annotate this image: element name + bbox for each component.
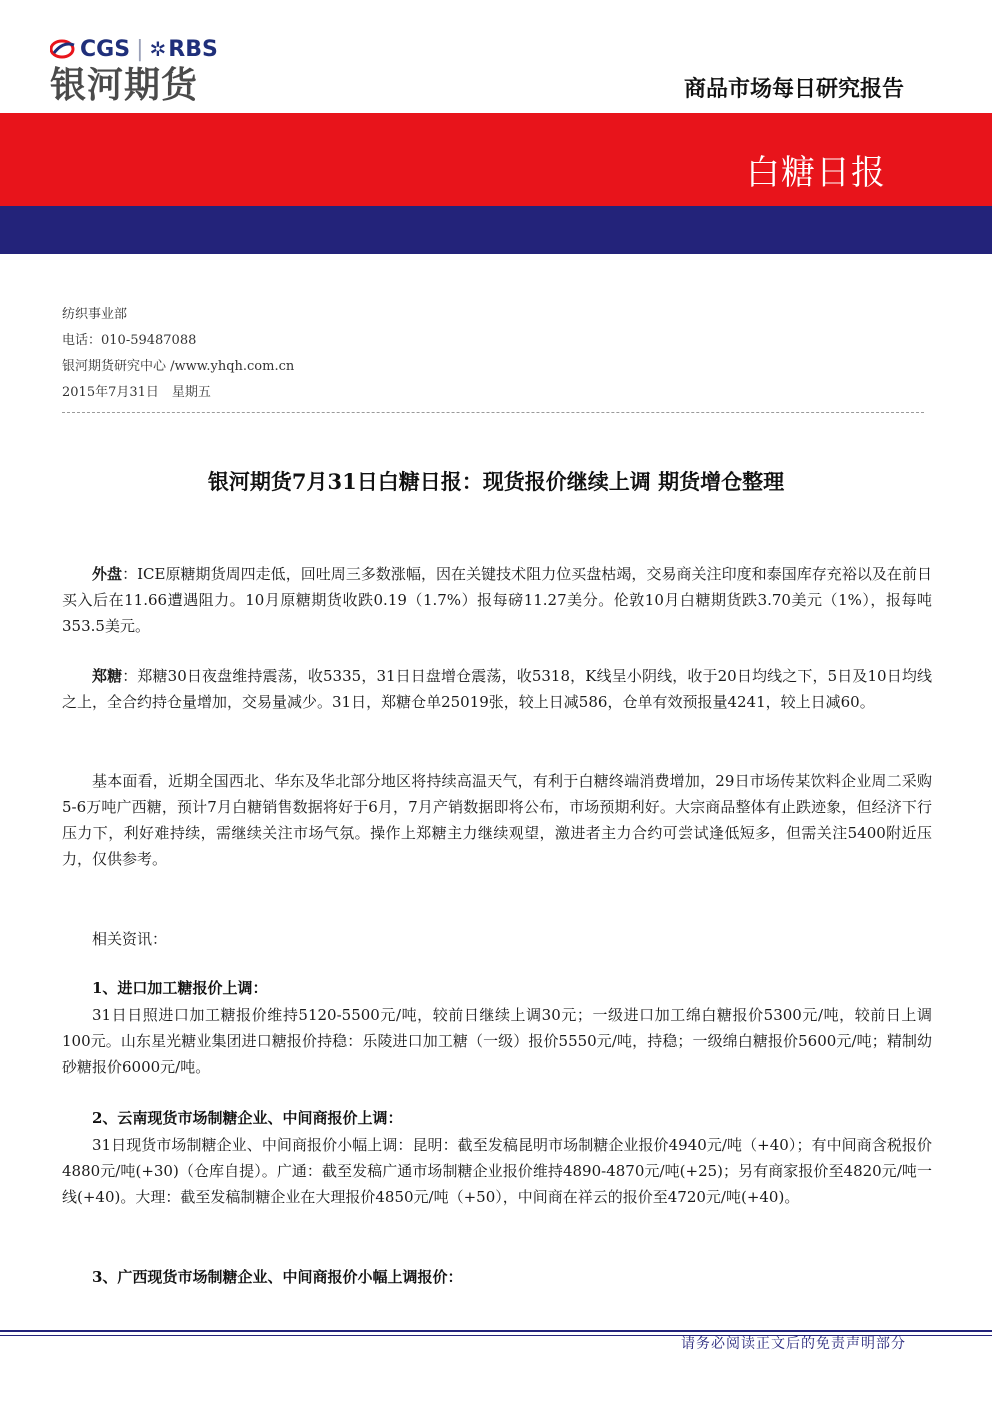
- section-heading-1: 1、进口加工糖报价上调：: [92, 979, 268, 997]
- text-overseas: ：ICE原糖期货周四走低，回吐周三多数涨幅，因在关键技术阻力位买盘枯竭，交易商关注印度和泰国库存充裕以及在前日买入后在11.66遭遇阻力。10月原糖期货收跌0.19（1.7%）报每磅11.27美分。伦敦10月白糖期货跌3.70美元（1%），报每吨353.5美元。: [62, 565, 932, 635]
- meta-website[interactable]: 银河期货研究中心 /www.yhqh.com.cn: [62, 359, 295, 374]
- logo-chinese: 银河期货: [50, 65, 199, 106]
- company-logo: [50, 34, 250, 114]
- section-heading-3: 3、广西现货市场制糖企业、中间商报价小幅上调报价：: [92, 1268, 463, 1286]
- related-news-label-wrap: [62, 926, 932, 952]
- footer-disclaimer: 请务必阅读正文后的免责声明部分: [681, 1336, 906, 1352]
- label-zhengzhou: 郑糖: [92, 667, 123, 685]
- banner-title: 白糖日报: [746, 153, 886, 193]
- meta-date: 2015年7月31日 星期五: [62, 385, 211, 400]
- dashed-divider: [62, 412, 924, 413]
- section-heading-2: 2、云南现货市场制糖企业、中间商报价上调：: [92, 1109, 403, 1127]
- related-news-label: 相关资讯：: [92, 930, 168, 948]
- meta-department: 纺织事业部: [62, 307, 128, 322]
- section-body-1: 31日日照进口加工糖报价维持5120-5500元/吨，较前日继续上调30元；一级进口加工绵白糖报价5300元/吨，较前日上调100元。山东星光糖业集团进口糖报价持稳：乐陵进口加工糖（一级）报价5550元/吨，持稳；一级绵白糖报价5600元/吨；精制幼砂糖报价6000元/吨。: [62, 1006, 932, 1076]
- logo-english: [50, 34, 250, 64]
- report-type-title: 商品市场每日研究报告: [683, 77, 904, 102]
- logo-cgs-text: CGS: [80, 36, 131, 62]
- paragraph-zhengzhou: [62, 663, 932, 715]
- blue-banner: [0, 206, 992, 254]
- section-body-2-wrap: [62, 1132, 932, 1210]
- logo-separator: |: [136, 36, 144, 62]
- section-body-1-wrap: [62, 1002, 932, 1080]
- section-body-2: 31日现货市场制糖企业、中间商报价小幅上调：昆明：截至发稿昆明市场制糖企业报价4940元/吨（+40）；有中间商含税报价4880元/吨(+30)（仓库自提）。广通：截至发稿广通市场制糖企业报价维持4890-4870元/吨(+25)；另有商家报价至4820元/吨一线(+40)。大理：截至发稿制糖企业在大理报价4850元/吨（+50），中间商在祥云的报价至4720元/吨(+40)。: [62, 1136, 932, 1206]
- paragraph-overseas: [62, 561, 932, 639]
- report-headline: 银河期货7月31日白糖日报：现货报价继续上调 期货增仓整理: [207, 469, 785, 494]
- meta-phone: 电话：010-59487088: [62, 333, 197, 348]
- rbs-daisy-icon: ✲: [149, 37, 167, 61]
- report-meta: [62, 302, 294, 406]
- logo-rbs-text: RBS: [168, 36, 218, 62]
- paragraph-fundamentals: [62, 768, 932, 872]
- text-zhengzhou: ：郑糖30日夜盘维持震荡，收5335，31日日盘增仓震荡，收5318，K线呈小阴线，收于20日均线之下，5日及10日均线之上，全合约持仓量增加，交易量减少。31日，郑糖仓单25019张，较上日减586，仓单有效预报量4241，较上日减60。: [62, 667, 932, 711]
- cgs-swoosh-icon: [50, 39, 76, 59]
- footer-rule-thick: [0, 1330, 992, 1332]
- text-fundamentals: 基本面看，近期全国西北、华东及华北部分地区将持续高温天气，有利于白糖终端消费增加，29日市场传某饮料企业周二采购5-6万吨广西糖，预计7月白糖销售数据将好于6月，7月产销数据即将公布，市场预期利好。大宗商品整体有止跌迹象，但经济下行压力下，利好难持续，需继续关注市场气氛。操作上郑糖主力继续观望，激进者主力合约可尝试逢低短多，但需关注5400附近压力，仅供参考。: [62, 772, 932, 868]
- label-overseas: 外盘: [92, 565, 123, 583]
